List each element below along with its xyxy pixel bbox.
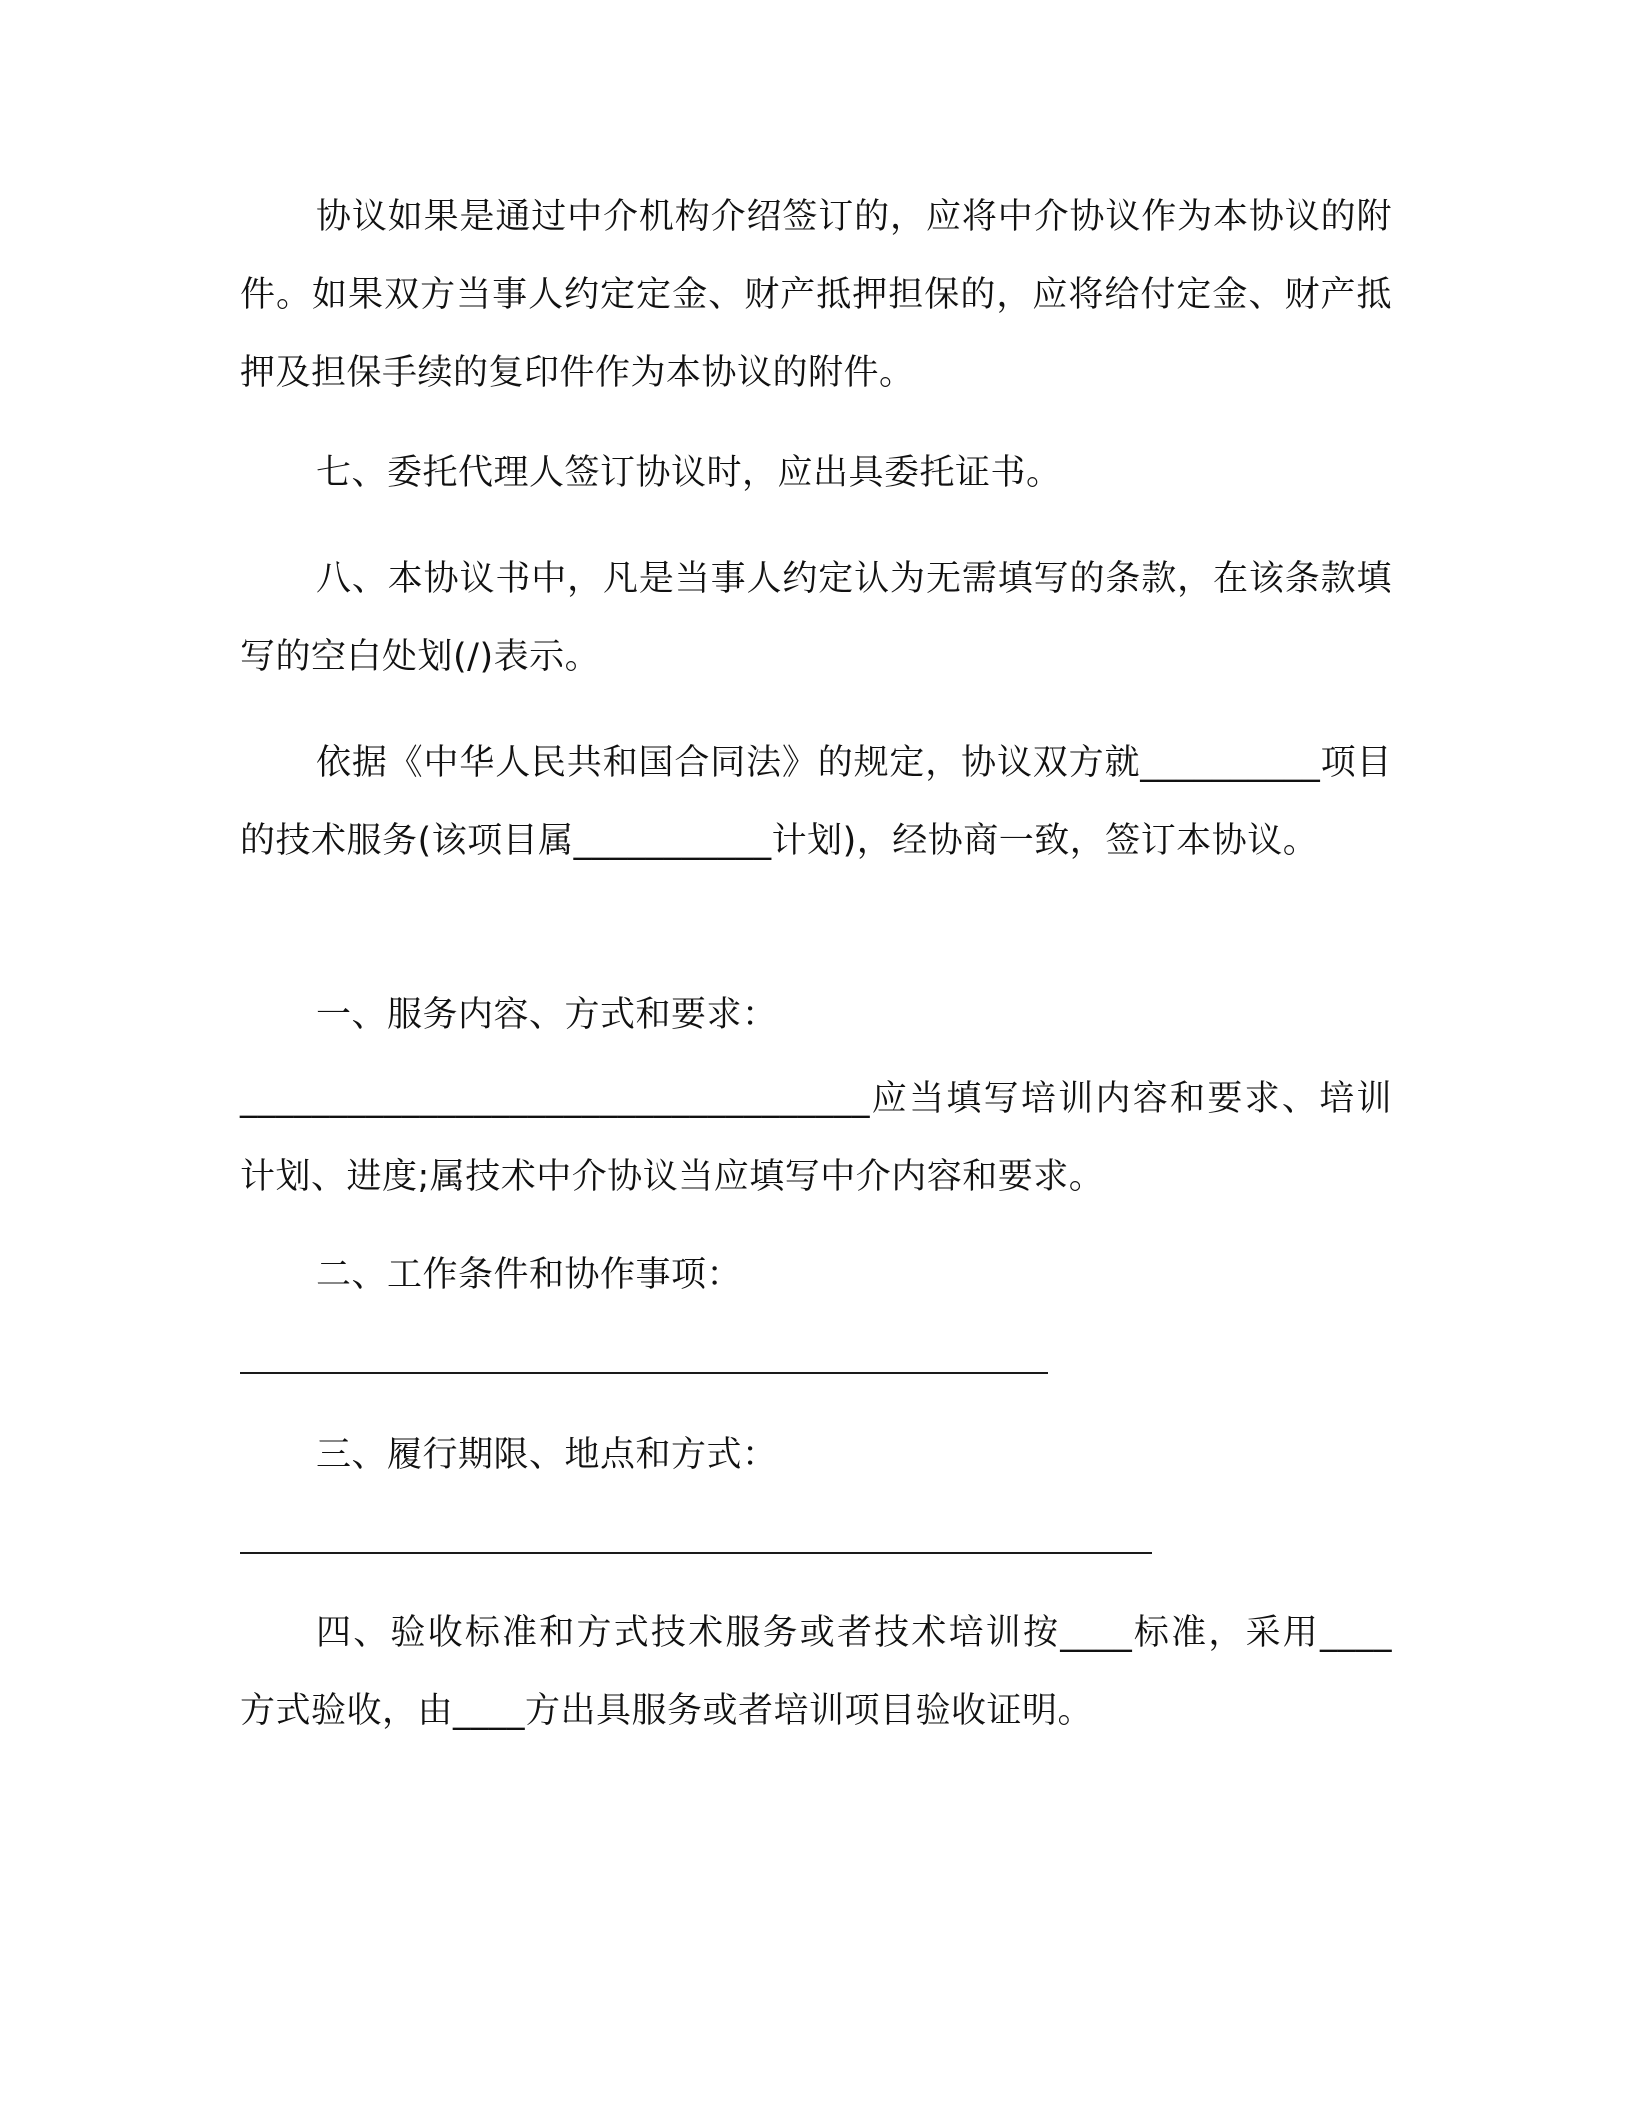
paragraph-attachments: 协议如果是通过中介机构介绍签订的，应将中介协议作为本协议的附件。如果双方当事人约定定金、财产抵押担保的，应将给付定金、财产抵押及担保手续的复印件作为本协议的附件。 bbox=[240, 197, 1392, 393]
clause-eight: 八、本协议书中，凡是当事人约定认为无需填写的条款，在该条款填写的空白处划(/)表示。 bbox=[240, 559, 1392, 677]
section-four: 四、验收标准和方式技术服务或者技术培训按____标准，采用____ 方式验收，由____方出具服务或者培训项目验收证明。 bbox=[240, 1613, 1392, 1731]
section-three-heading: 三、履行期限、地点和方式： bbox=[316, 1435, 778, 1475]
agreement-preamble: 依据《中华人民共和国合同法》的规定，协议双方就__________项目的技术服务(该项目属___________计划)，经协商一致，签订本协议。 bbox=[240, 743, 1392, 861]
section-one-heading: 一、服务内容、方式和要求： bbox=[316, 995, 778, 1035]
section-three-blank-line bbox=[240, 1552, 1152, 1554]
section-two-heading: 二、工作条件和协作事项： bbox=[316, 1255, 743, 1295]
clause-seven: 七、委托代理人签订协议时，应出具委托证书。 bbox=[316, 453, 1062, 493]
section-two-blank-line bbox=[240, 1372, 1048, 1374]
section-one-body: ___________________________________应当填写培训内容和要求、培训计划、进度;属技术中介协议当应填写中介内容和要求。 bbox=[240, 1079, 1392, 1197]
